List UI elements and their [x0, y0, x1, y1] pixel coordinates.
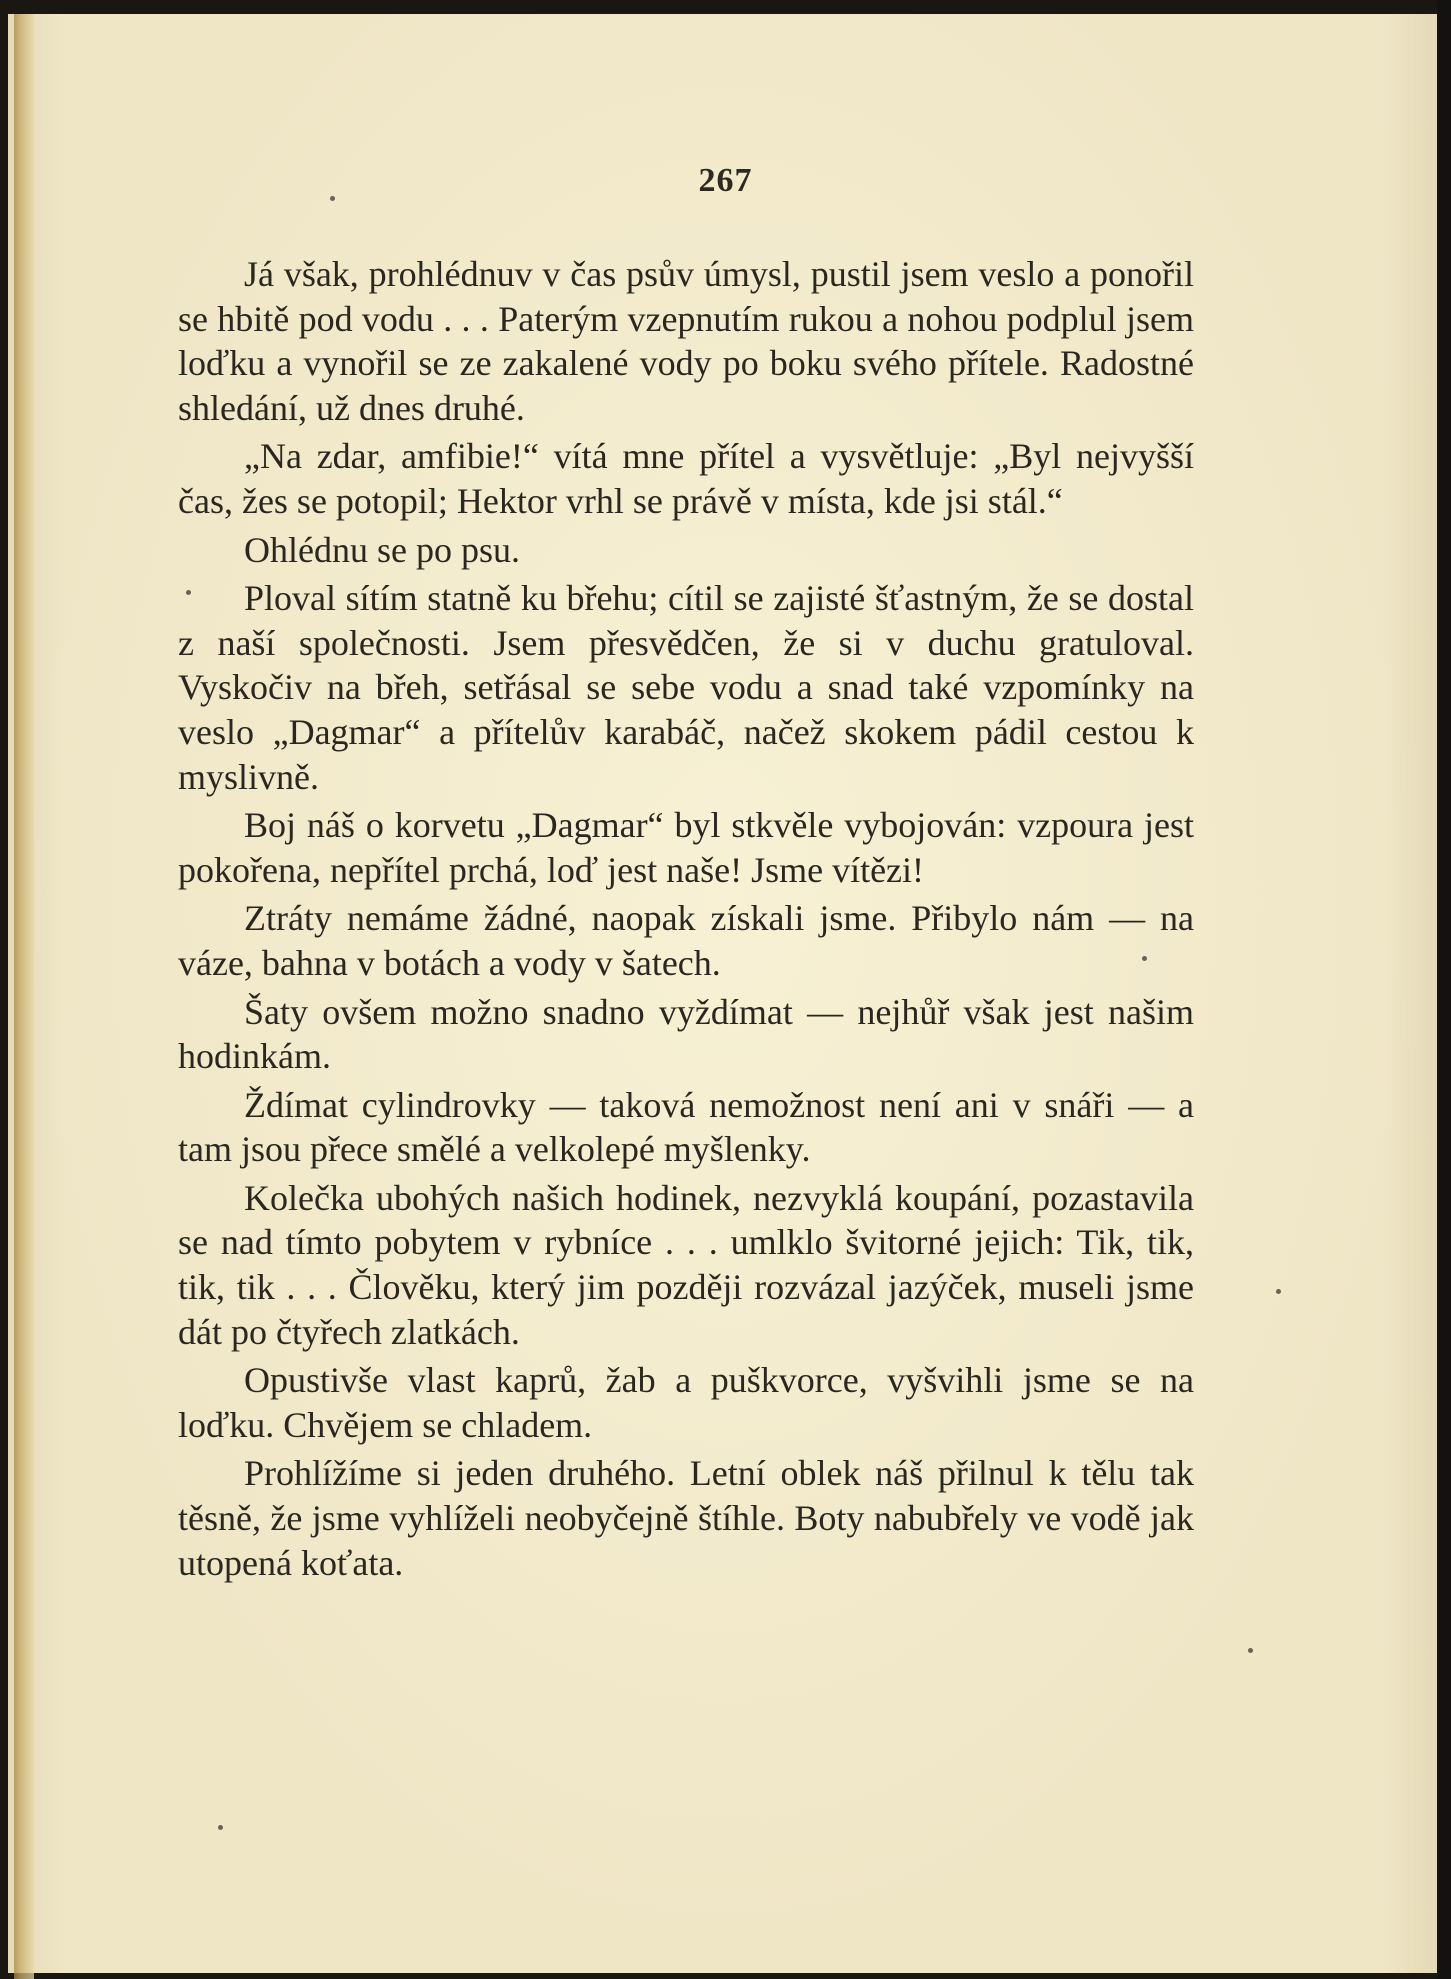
ink-speck — [186, 590, 191, 595]
paragraph: Ploval sítím statně ku břehu; cítil se zajisté šťastným, že se dostal z naší společnosti. Jsem přesvědčen, že si v duchu gratuloval. Vyskočiv na břeh, setřásal se sebe vodu a snad také vzpomínky na veslo „Dagmar“ a přítelův karabáč, načež skokem pádil cestou k myslivně. — [178, 578, 1194, 797]
page-edge-shadow — [1437, 0, 1451, 1979]
ink-speck — [330, 196, 335, 201]
paragraph: Já však, prohlédnuv v čas psův úmysl, pustil jsem veslo a ponořil se hbitě pod vodu . . . Paterým vzepnutím rukou a nohou podplul jsem loďku a vynořil se ze zakalené vody po boku svého přítele. Radostné shledání, už dnes druhé. — [178, 254, 1194, 428]
paragraph: „Na zdar, amfibie!“ vítá mne přítel a vysvětluje: „Byl nejvyšší čas, žes se potopil; Hektor vrhl se právě v místa, kde jsi stál.“ — [178, 436, 1194, 521]
paragraph: Opustivše vlast kaprů, žab a puškvorce, vyšvihli jsme se na loďku. Chvějem se chladem. — [178, 1360, 1194, 1445]
ink-speck — [1248, 1648, 1253, 1653]
paragraph: Prohlížíme si jeden druhého. Letní oblek náš přilnul k tělu tak těsně, že jsme vyhlíželi neobyčejně štíhle. Boty nabubřely ve vodě jak utopená koťata. — [178, 1453, 1194, 1583]
ink-speck — [1142, 956, 1147, 961]
paragraph: Ohlédnu se po psu. — [244, 529, 520, 570]
paragraph: Ztráty nemáme žádné, naopak získali jsme. Přibylo nám — na váze, bahna v botách a vody v šatech. — [178, 898, 1194, 983]
binding-gutter — [14, 14, 34, 1979]
paragraph: Ždímat cylindrovky — taková nemožnost není ani v snáři — a tam jsou přece smělé a velkolepé myšlenky. — [178, 1084, 1194, 1170]
paragraph: Boj náš o korvetu „Dagmar“ byl stkvěle vybojován: vzpoura jest pokořena, nepřítel prchá, loď jest naše! Jsme vítězi! — [178, 805, 1194, 890]
ink-speck — [218, 1825, 223, 1830]
ink-speck — [1276, 1289, 1281, 1294]
page-number: 267 — [698, 162, 753, 199]
paragraph: Kolečka ubohých našich hodinek, nezvyklá koupání, pozastavila se nad tímto pobytem v rybníce . . . umlklo švitorné jejich: Tik, tik, tik, tik . . . Člověku, který jim později rozvázal jazýček, museli jsme dát po čtyřech zlatkách. — [178, 1177, 1194, 1352]
body-text — [178, 252, 1194, 1589]
paragraph: Šaty ovšem možno snadno vyždímat — nejhůř však jest našim hodinkám. — [178, 991, 1194, 1077]
